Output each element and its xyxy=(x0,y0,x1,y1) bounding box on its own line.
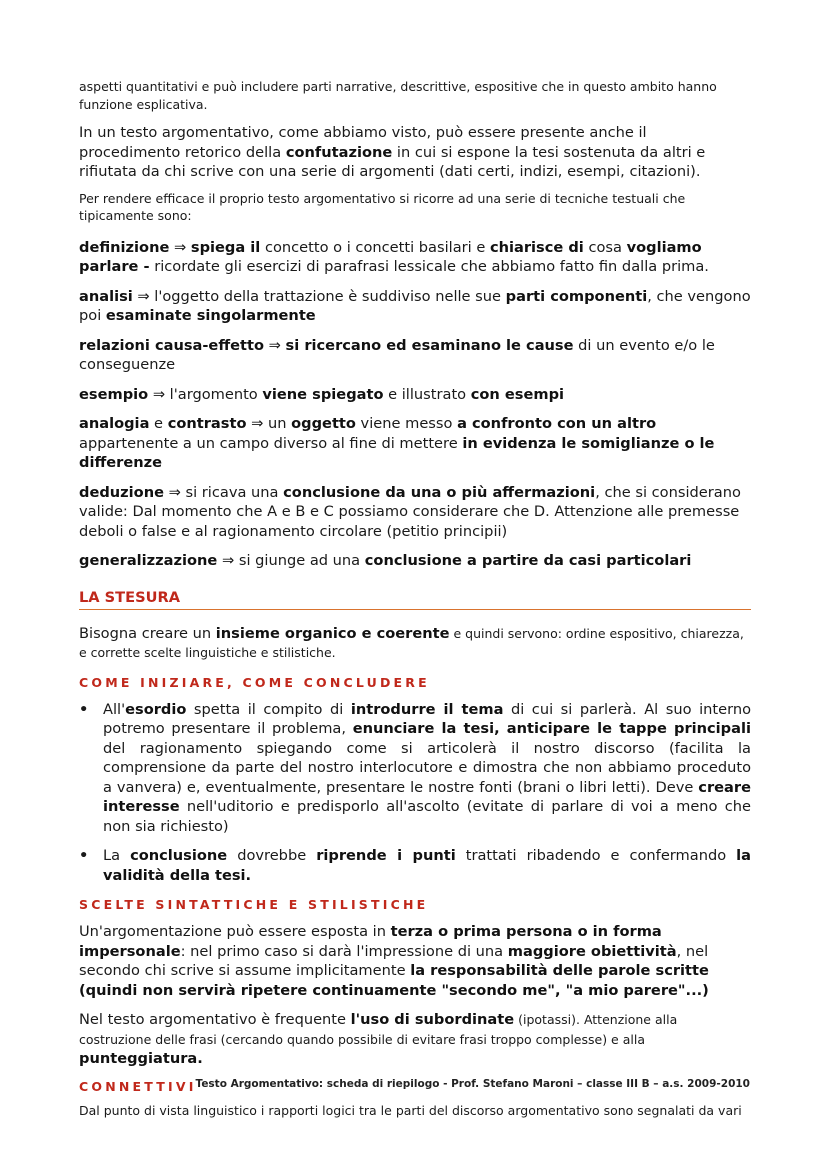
term: analogia xyxy=(79,415,150,432)
intro-paragraph-3: Per rendere efficace il proprio testo argomentativo si ricorre ad una serie di tecniche testuali che tipicamente sono: xyxy=(79,190,686,223)
text-span: si giunge ad una xyxy=(234,552,365,569)
text-span: spetta il compito di xyxy=(186,700,351,718)
intro-paragraph-1: aspetti quantitativi e può includere parti narrative, descrittive, espositive che in questo ambito hanno funzione esplicativa. xyxy=(79,79,717,112)
text-span: nell'uditorio e predisporlo all'ascolto (evitate di parlare di voi a meno che non sia richiesto) xyxy=(103,798,751,835)
arrow-icon: ⇒ xyxy=(268,336,281,354)
document-page xyxy=(79,78,751,1119)
text-span: l'argomento xyxy=(165,385,263,403)
section-heading-stesura: LA STESURA xyxy=(79,589,751,610)
bold-span: esaminate singolarmente xyxy=(105,307,316,324)
section-heading-connettivi: CONNETTIVI xyxy=(79,1078,197,1094)
text-span: , che si considerano valide: Dal momento che A e B e C possiamo considerare che D. Attenzione alle premesse deboli o false e al ragionamento circolare (petitio principii) xyxy=(79,483,741,540)
bold-span: insieme organico e coerente xyxy=(215,624,450,642)
text-span: All' xyxy=(103,700,126,718)
section-heading-iniziare: COME INIZIARE, COME CONCLUDERE xyxy=(79,674,430,690)
section-heading-scelte: SCELTE SINTATTICHE E STILISTICHE xyxy=(79,897,429,912)
text-span: l'oggetto della trattazione è suddiviso nelle sue xyxy=(149,287,506,305)
term: contrasto xyxy=(167,415,247,432)
term: generalizzazione xyxy=(79,552,218,569)
term: esempio xyxy=(79,385,149,403)
bold-span: in evidenza le somiglianze o le differenze xyxy=(79,434,715,471)
bold-span: parti componenti xyxy=(505,287,648,305)
text-span: e quindi servono: ordine espositivo, chiarezza, e corrette scelte linguistiche e stilistiche. xyxy=(79,625,744,660)
text-span: cosa xyxy=(583,238,627,256)
term: deduzione xyxy=(79,483,164,501)
bold-span: conclusione a partire da casi particolari xyxy=(364,552,692,569)
connettivi-paragraph: Dal punto di vista linguistico i rapporti logici tra le parti del discorso argomentativo sono segnalati da vari xyxy=(79,1102,742,1118)
technique-analogia-contrasto xyxy=(79,414,751,473)
bold-span: creare interesse xyxy=(103,778,751,815)
text-span: In un testo argomentativo, come abbiamo visto, può essere presente anche il procedimento retorico della xyxy=(79,124,647,161)
page-footer: Testo Argomentativo: scheda di riepilogo - Prof. Stefano Maroni – classe III B – a.s. 2009-2010 xyxy=(195,1078,750,1090)
technique-deduzione xyxy=(79,483,751,542)
text-span: concetto o i concetti basilari e xyxy=(260,238,490,256)
text-span: di un evento e/o le conseguenze xyxy=(79,336,715,373)
bullet-icon: • xyxy=(79,847,89,864)
text-span: , che vengono poi xyxy=(79,287,751,324)
bold-span: chiarisce di xyxy=(489,238,584,256)
bold-span: conclusione da una o più affermazioni xyxy=(283,483,596,501)
bold-span: vogliamo parlare - xyxy=(79,238,702,275)
bold-span: la responsabilità delle parole scritte (quindi non servirà ripetere continuamente "secondo me", "a mio parere"...) xyxy=(79,962,709,999)
bold-span: l'uso di subordinate xyxy=(350,1011,515,1028)
text-span: viene messo xyxy=(355,415,458,432)
bold-span: enunciare la tesi, anticipare le tappe principali xyxy=(352,720,751,737)
technique-generalizzazione xyxy=(79,551,751,571)
scelte-paragraph-2 xyxy=(79,1010,751,1069)
text-span: e xyxy=(149,415,168,432)
text-span: un xyxy=(263,415,292,432)
text-span: La xyxy=(103,847,131,864)
technique-definizione xyxy=(79,238,751,277)
text-span: Un'argomentazione può essere esposta in xyxy=(79,923,391,940)
text-span: trattati ribadendo e confermando xyxy=(455,847,737,864)
bold-span: punteggiatura. xyxy=(79,1050,203,1067)
arrow-icon: ⇒ xyxy=(137,287,150,305)
text-span: del ragionamento spiegando come si articolerà il nostro discorso (facilita la comprensione da parte del nostro interlocutore e dimostra che non abbiamo proceduto a vanvera) e, eventualmente, presentare le nostre fonti (brani o libri letti). Deve xyxy=(103,739,751,796)
term: definizione xyxy=(79,238,170,256)
bold-span: viene spiegato xyxy=(262,385,384,403)
technique-esempio xyxy=(79,385,751,405)
text-span: appartenente a un campo diverso al fine di mettere xyxy=(79,434,463,452)
text-span: in cui si espone la tesi sostenuta da altri e rifiutata da chi scrive con una serie di argomenti (dati certi, indizi, esempi, citazioni). xyxy=(79,143,706,180)
bold-span: maggiore obiettività xyxy=(507,942,677,960)
text-span: dovrebbe xyxy=(227,847,317,864)
bullet-esordio xyxy=(79,700,751,837)
term: analisi xyxy=(79,287,133,305)
text-span: (ipotassi). Attenzione alla costruzione delle frasi (cercando quando possibile di evitare frasi troppo complesse) e alla xyxy=(79,1012,678,1047)
arrow-icon: ⇒ xyxy=(152,385,166,403)
text-span: : nel primo caso si darà l'impressione di una xyxy=(180,942,508,960)
bold-span: oggetto xyxy=(291,415,356,432)
scelte-paragraph-1 xyxy=(79,922,751,1000)
technique-causa-effetto xyxy=(79,336,751,375)
bold-span: si ricercano ed esaminano le cause xyxy=(285,336,574,354)
bold-span: confutazione xyxy=(285,143,393,161)
stesura-paragraph xyxy=(79,624,751,663)
bullet-conclusione xyxy=(79,846,751,885)
term: relazioni causa-effetto xyxy=(79,336,265,354)
text-span: di cui si parlerà. Al suo interno potremo presentare il problema, xyxy=(103,700,751,737)
arrow-icon: ⇒ xyxy=(174,238,187,256)
arrow-icon: ⇒ xyxy=(221,552,235,569)
arrow-icon: ⇒ xyxy=(251,415,264,432)
text-span: si ricava una xyxy=(180,483,284,501)
bold-span: riprende i punti xyxy=(316,847,456,864)
bold-span: esordio xyxy=(125,700,187,718)
bold-span: spiega il xyxy=(190,238,261,256)
text-span: e illustrato xyxy=(383,385,471,403)
bold-span: terza o prima persona o in forma impersonale xyxy=(79,923,662,960)
arrow-icon: ⇒ xyxy=(168,483,181,501)
intro-paragraph-2 xyxy=(79,123,751,182)
text-span: , nel secondo chi scrive si assume implicitamente xyxy=(79,942,709,979)
bold-span: conclusione xyxy=(130,847,228,864)
bold-span: a confronto con un altro xyxy=(457,415,657,432)
text-span: Bisogna creare un xyxy=(79,624,216,642)
bold-span: introdurre il tema xyxy=(350,700,504,718)
bold-span: con esempi xyxy=(470,385,565,403)
bold-span: la validità della tesi. xyxy=(103,847,751,884)
technique-analisi xyxy=(79,287,751,326)
bullet-icon: • xyxy=(79,700,89,718)
text-span: Nel testo argomentativo è frequente xyxy=(79,1011,351,1028)
text-span: ricordate gli esercizi di parafrasi lessicale che abbiamo fatto fin dalla prima. xyxy=(149,258,709,275)
